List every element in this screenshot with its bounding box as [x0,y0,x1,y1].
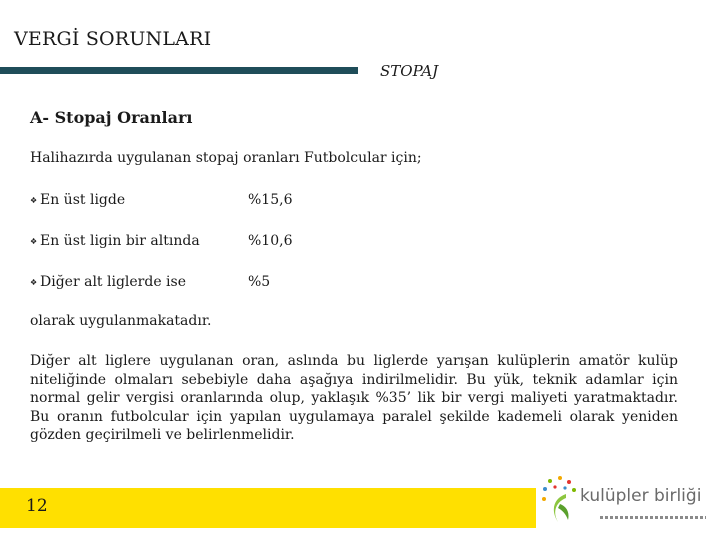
logo-emblem-icon [540,472,580,534]
page-number: 12 [26,496,48,516]
rate-row-second-league [30,233,293,253]
rate-value: %5 [248,274,271,290]
rate-label: En üst ligin bir altında [40,233,200,249]
rate-label: En üst ligde [40,192,126,208]
diamond-bullet-icon: ❖ [30,277,38,287]
rate-row-top-league [30,192,293,212]
section-heading: A- Stopaj Oranları [30,108,193,127]
body-paragraph: Diğer alt liglere uygulanan oran, aslında bu liglerde yarışan kulüplerin amatör kulüp niteliğinde olmaları sebebiyle daha aşağıya indirilmelidir. Bu yük, teknik adamlar için normal gelir vergisi oranlarında olup, yaklaşık %35’ lik bir vergi maliyeti yaratmaktadır. Bu oranın futbolcular için yapılan uygulamaya paralel şekilde kademeli olarak yeniden gözden geçirilmeli ve belirlenmelidir. [30,353,678,443]
kulupler-birligi-logo [540,472,712,534]
logo-text: kulüpler birliği [580,486,702,506]
slide-subtitle: STOPAJ [380,62,439,80]
outro-text: olarak uygulanmakatadır. [30,313,212,329]
logo-tagline-line [600,516,706,519]
diamond-bullet-icon: ❖ [30,236,38,246]
slide-title: VERGİ SORUNLARI [14,28,212,50]
rate-value: %10,6 [248,233,293,249]
diamond-bullet-icon: ❖ [30,195,38,205]
footer-bar [0,488,536,528]
rate-row-lower-leagues [30,274,271,294]
intro-text: Halihazırda uygulanan stopaj oranları Futbolcular için; [30,150,422,166]
rate-value: %15,6 [248,192,293,208]
rate-label: Diğer alt liglerde ise [40,274,187,290]
title-rule [0,67,358,74]
